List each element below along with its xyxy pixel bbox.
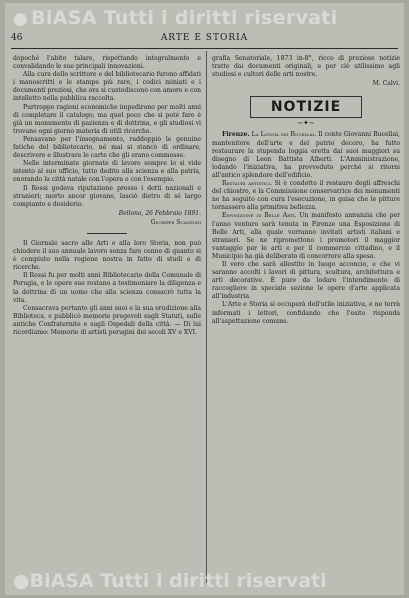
notice-title: La Loggia dei Rucellai. xyxy=(251,131,317,139)
paragraph: Il Rossi godeva riputazione presso i dotti nazionali e stranieri; morto ancor giovane, lasciò dietro di sé largo compianto e desiderio. xyxy=(13,184,201,208)
page-number: 46 xyxy=(11,33,23,43)
section-title: NOTIZIE xyxy=(270,99,342,116)
notice-text: L'Arte e Storia si occuperà dell'utile iniziativa, e ne terrà informati i lettori, confidando che l'esito risponda all'aspettazione comune. xyxy=(212,301,400,325)
signature-name: Giuseppe Scanzoni xyxy=(150,218,201,226)
book-emblem-icon: ● xyxy=(13,570,30,592)
notice-text: Un manifesto annunzia che per l'anno venturo sarà tenuta in Firenze una Esposizione di Belle Arti, alla quale verranno invitati artisti italiani e stranieri. Se ne ripromettono i promotori il maggior vantaggio per le arti e per il commercio cittadino, e il Municipio ha già deliberato di concorrere alla spesa. xyxy=(212,212,401,260)
paragraph: Alla cura dello scrittore e del bibliotecario furono affidati i manoscritti e le stampe più rare, i codici miniati e i documenti preziosi, che ora si custodiscono con amore e con intelletto nella pubblica raccolta. xyxy=(13,71,201,103)
section-heading-box xyxy=(250,96,362,118)
paragraph: Consacrava pertanto gli anni suoi e la sua erudizione alla Biblioteca, e pubblicò memorie pregevoli sugli Statuti, sulle antiche Confraternite e sugli Ospedali della città. — Di lui ricordiamo: Memorie di artisti perugini dei secoli XV e XVI. xyxy=(13,304,201,336)
journal-title: ARTE E STORIA xyxy=(160,33,249,43)
intro-signature: M. Calvi. xyxy=(372,80,400,88)
notice-lead: Firenze. xyxy=(222,131,250,139)
left-column xyxy=(13,55,201,337)
signature-place: Bellona, 26 Febbraio 1891. xyxy=(118,209,201,217)
notice-item xyxy=(212,301,400,325)
paragraph: Pensavano per l'insegnamento, raddoppiò le genuine fatiche del bibliotecario, né mai si stancò di ordinare, descrivere e illustrare le carte che gli erano commesse. xyxy=(13,135,201,160)
book-emblem-icon: ● xyxy=(13,9,29,29)
notice-item xyxy=(212,131,400,180)
watermark-bottom: ●BiASA Tutti i diritti riservati xyxy=(13,570,327,592)
page-header xyxy=(5,33,404,47)
column-divider xyxy=(206,51,207,583)
paragraph: grafia Senatoriale, 1873 in-8°, ricco di preziose notizie tratte dai documenti originali, e per ciò utilissimo agli studiosi e cultori delle arti nostre. xyxy=(212,55,400,79)
paragraph: Nelle interminate giornate di lavoro sempre lo si vide intento al suo ufficio, tutto dedito alla scienza e alla patria, onorando la città natale con l'opera e con l'esempio. xyxy=(13,160,201,184)
notice-text: Si è condotto il restauro degli affreschi del chiostro, e la Commissione conservatrice dei monumenti ne ha seguito con cura l'esecuzione, in guisa che le pitture tornassero alla primitiva bellezza. xyxy=(212,180,401,212)
notice-title: Esposizione di Belle Arti. xyxy=(222,212,297,220)
notice-text: Il vero che sarà allestito in luogo acconcio, e che vi saranno accolti i lavori di pittura, scultura, architettura e arti decorative. È pure da lodare l'intendimento di raccogliere in speciale sezione le opere d'arte applicata all'industria. xyxy=(212,260,400,301)
paragraph: Il Giornale sacro alle Arti e alla loro Storia, non può chiudere il suo annuale lavoro senza fare cenno di quanto si è compiuto nella regione nostra in fatto di studi e di ricerche. xyxy=(13,239,201,272)
newspaper-page xyxy=(5,3,404,595)
notice-text: Il conte Giovanni Rucellai, mantenitore dell'arte e del patrio decoro, ha fatto restaurare la stupenda loggia eretta dai suoi maggiori su disegno di Leon Battista Alberti. L'Amministrazione, lodando l'iniziativa, ha provveduto perché si ritorni all'antico splendore dell'edificio. xyxy=(212,131,401,179)
notice-item xyxy=(212,180,400,212)
paragraph: Il Rossi fu per molti anni Bibliotecario della Comunale di Perugia, e le opere sue restano a testimoniare la diligenza e la dottrina di un uomo che alla scienza consacrò tutta la vita. xyxy=(13,272,201,304)
article-separator xyxy=(87,233,127,234)
ornament-icon: ∼✦∼ xyxy=(297,119,315,128)
paragraph: dopoché l'abito talare, rispettando integralmente e convalidando le sue principali innovazioni. xyxy=(13,55,201,71)
right-column xyxy=(212,55,400,326)
notice-item xyxy=(212,261,400,301)
notice-item xyxy=(212,212,400,261)
header-rule xyxy=(11,48,398,49)
notice-title: Restauri artistici. xyxy=(222,180,272,188)
watermark-top: ● BiASA Tutti i diritti riservati xyxy=(13,7,338,29)
paragraph: Purtroppo ragioni economiche impedirono per molti anni di completare il catalogo; ma quel poco che si poté fare è già un monumento di pazienza e di dottrina, e gli studiosi vi trovano ogni giorno materia di utili ricerche. xyxy=(13,103,201,135)
